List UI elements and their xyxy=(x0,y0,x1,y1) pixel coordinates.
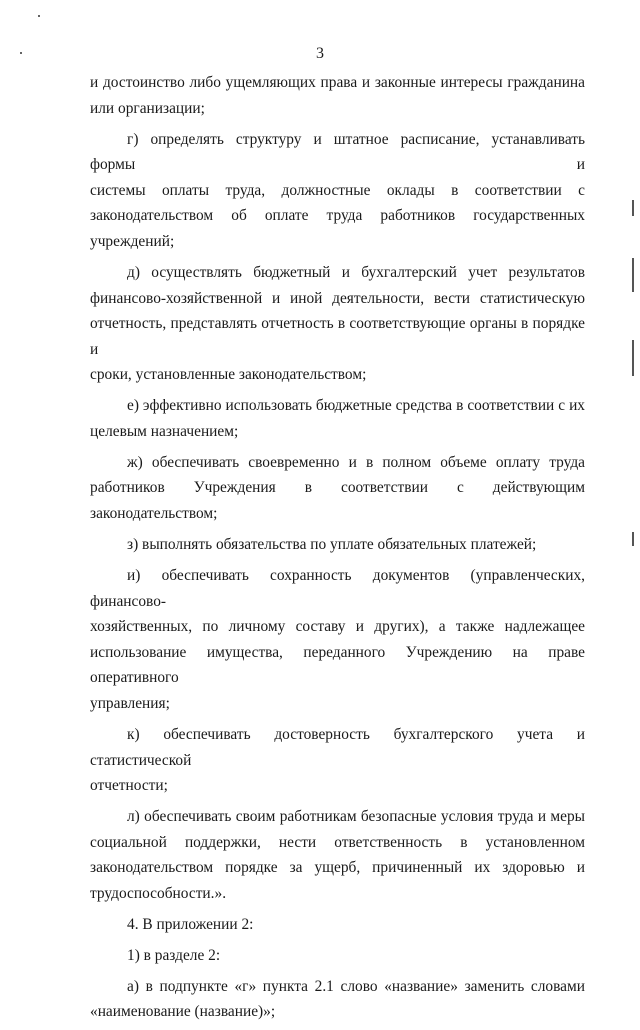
text-line: 4. В приложении 2: xyxy=(127,915,254,933)
page-number: 3 xyxy=(316,45,324,62)
text-line: г) определять структуру и штатное расписание, устанавливать формы и xyxy=(90,130,585,174)
paragraph-item-l xyxy=(90,804,585,906)
text-line: ж) обеспечивать своевременно и в полном объеме оплату труда xyxy=(127,453,585,471)
text-line: законодательством об оплате труда работников государственных xyxy=(90,207,585,225)
text-line: и достоинство либо ущемляющих права и законные интересы гражданина xyxy=(90,74,585,91)
paragraph-item-d xyxy=(90,260,585,388)
text-line: учреждений; xyxy=(90,232,175,250)
paragraph-section-4 xyxy=(90,912,585,938)
text-line: использование имущества, переданного Учреждению на праве оперативного xyxy=(90,643,585,687)
text-line: работников Учреждения в соответствии с действующим законодательством; xyxy=(90,479,585,523)
text-line: а) в подпункте «г» пункта 2.1 слово «название» заменить словами xyxy=(127,977,585,995)
paragraph-item-g xyxy=(90,127,585,255)
text-line: 1) в разделе 2: xyxy=(127,946,221,964)
text-line: д) осуществлять бюджетный и бухгалтерский учет результатов xyxy=(127,263,585,281)
text-line: «наименование (название)»; xyxy=(90,1003,276,1021)
text-line: трудоспособности.». xyxy=(90,884,227,902)
scan-edge-mark xyxy=(632,258,634,292)
scan-speck xyxy=(38,15,40,17)
text-line: целевым назначением; xyxy=(90,422,239,440)
document-body xyxy=(90,70,585,1030)
text-line: финансово-хозяйственной и иной деятельности, вести статистическую xyxy=(90,289,585,307)
text-line: законодательством порядке за ущерб, причиненный их здоровью и xyxy=(90,859,585,877)
text-line: отчетность, представлять отчетность в соответствующие органы в порядке и xyxy=(90,315,585,358)
paragraph-continuation xyxy=(90,70,585,121)
text-line: системы оплаты труда, должностные оклады в соответствии с xyxy=(90,181,585,199)
text-line: хозяйственных, по личному составу и других), а также надлежащее xyxy=(90,618,585,636)
paragraph-item-k xyxy=(90,722,585,799)
paragraph-subsection-1 xyxy=(90,943,585,969)
paragraph-item-i xyxy=(90,563,585,717)
text-line: е) эффективно использовать бюджетные средства в соответствии с их xyxy=(127,397,585,415)
text-line: управления; xyxy=(90,695,170,712)
text-line: отчетности; xyxy=(90,777,168,795)
text-line: з) выполнять обязательства по уплате обязательных платежей; xyxy=(127,536,537,554)
scan-edge-mark xyxy=(632,200,634,216)
text-line: социальной поддержки, нести ответственность в установленном xyxy=(90,833,585,851)
scan-edge-mark xyxy=(632,532,634,546)
text-line: сроки, установленные законодательством; xyxy=(90,366,367,384)
text-line: к) обеспечивать достоверность бухгалтерского учета и статистической xyxy=(90,725,585,769)
text-line: л) обеспечивать своим работникам безопасные условия труда и меры xyxy=(127,808,585,826)
paragraph-item-e xyxy=(90,393,585,444)
text-line: или организации; xyxy=(90,99,205,117)
paragraph-item-a xyxy=(90,974,585,1025)
paragraph-item-z xyxy=(90,532,585,558)
paragraph-item-zh xyxy=(90,450,585,527)
scan-edge-mark xyxy=(632,340,634,376)
text-line: и) обеспечивать сохранность документов (управленческих, финансово- xyxy=(90,567,585,610)
